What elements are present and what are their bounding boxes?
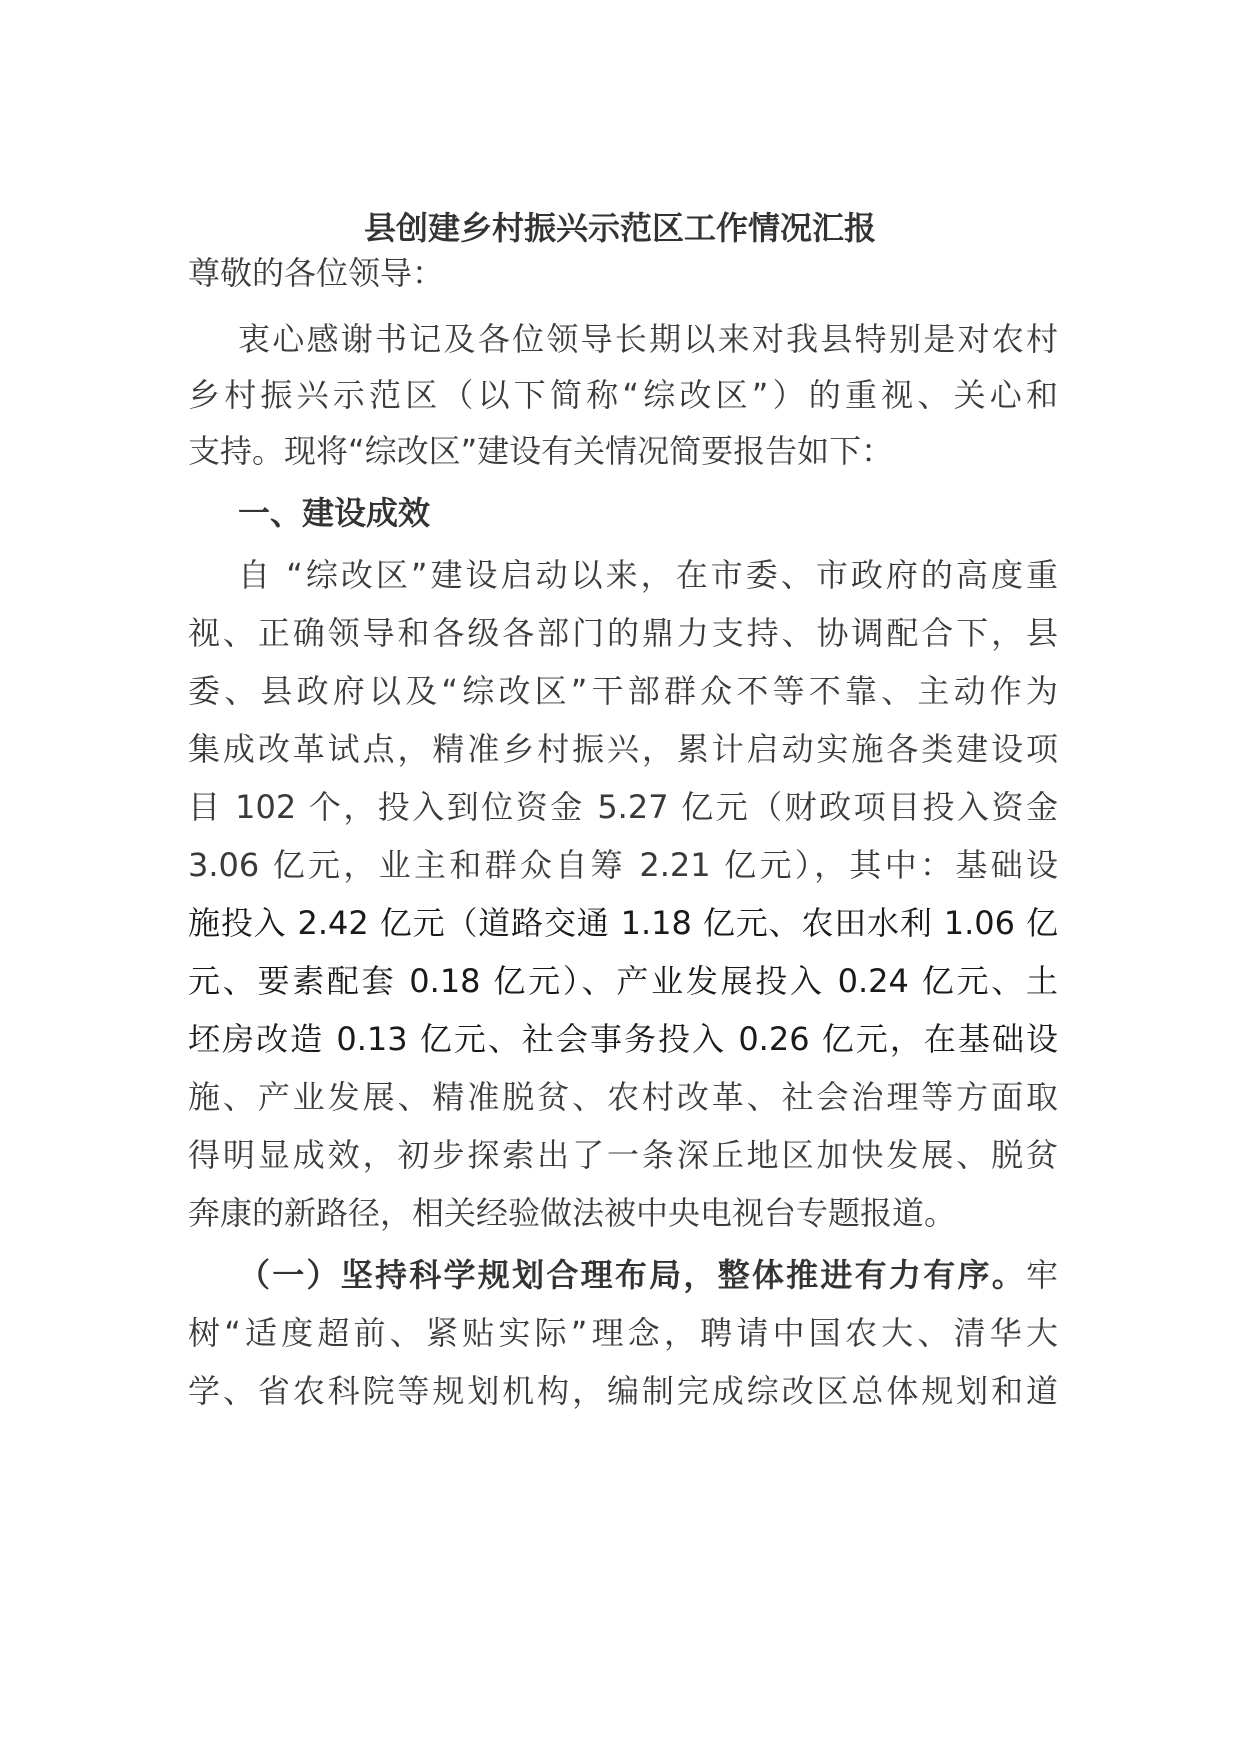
paragraph-line: 坯房改造 0.13 亿元、社会事务投入 0.26 亿元，在基础设 bbox=[188, 1020, 1058, 1058]
paragraph-line: 学、省农科院等规划机构，编制完成综改区总体规划和道 bbox=[188, 1372, 1058, 1410]
paragraph-line: 视、正确领导和各级各部门的鼎力支持、协调配合下，县 bbox=[188, 614, 1058, 652]
paragraph-line: 施、产业发展、精准脱贫、农村改革、社会治理等方面取 bbox=[188, 1078, 1058, 1116]
paragraph-line: 3.06 亿元，业主和群众自筹 2.21 亿元），其中：基础设 bbox=[188, 846, 1058, 884]
subsection-heading-line bbox=[188, 1242, 1058, 1308]
paragraph-line: 委、县政府以及“综改区”干部群众不等不靠、主动作为 bbox=[188, 672, 1058, 710]
paragraph-line: 奔康的新路径，相关经验做法被中央电视台专题报道。 bbox=[188, 1194, 957, 1232]
section-heading: 一、建设成效 bbox=[238, 494, 431, 532]
subsection-heading: （一）坚持科学规划合理布局，整体推进有力有序。 bbox=[238, 1256, 1026, 1294]
subsection-heading-tail: 牢 bbox=[1025, 1256, 1058, 1294]
paragraph-line: 元、要素配套 0.18 亿元）、产业发展投入 0.24 亿元、土 bbox=[188, 962, 1058, 1000]
intro-line: 支持。现将“综改区”建设有关情况简要报告如下： bbox=[188, 432, 894, 470]
paragraph-line: 树“适度超前、紧贴实际”理念，聘请中国农大、清华大 bbox=[188, 1314, 1058, 1352]
paragraph-line: 自 “综改区”建设启动以来，在市委、市政府的高度重 bbox=[238, 556, 1058, 594]
salutation: 尊敬的各位领导： bbox=[188, 254, 445, 292]
paragraph-line: 得明显成效，初步探索出了一条深丘地区加快发展、脱贫 bbox=[188, 1136, 1058, 1174]
paragraph-line: 集成改革试点，精准乡村振兴，累计启动实施各类建设项 bbox=[188, 730, 1058, 768]
paragraph-line: 目 102 个，投入到位资金 5.27 亿元（财政项目投入资金 bbox=[188, 788, 1058, 826]
paragraph-line: 施投入 2.42 亿元（道路交通 1.18 亿元、农田水利 1.06 亿 bbox=[188, 904, 1058, 942]
intro-line: 乡村振兴示范区（以下简称“综改区”）的重视、关心和 bbox=[188, 376, 1058, 414]
document-title: 县创建乡村振兴示范区工作情况汇报 bbox=[363, 209, 876, 247]
intro-line: 衷心感谢书记及各位领导长期以来对我县特别是对农村 bbox=[238, 320, 1058, 358]
